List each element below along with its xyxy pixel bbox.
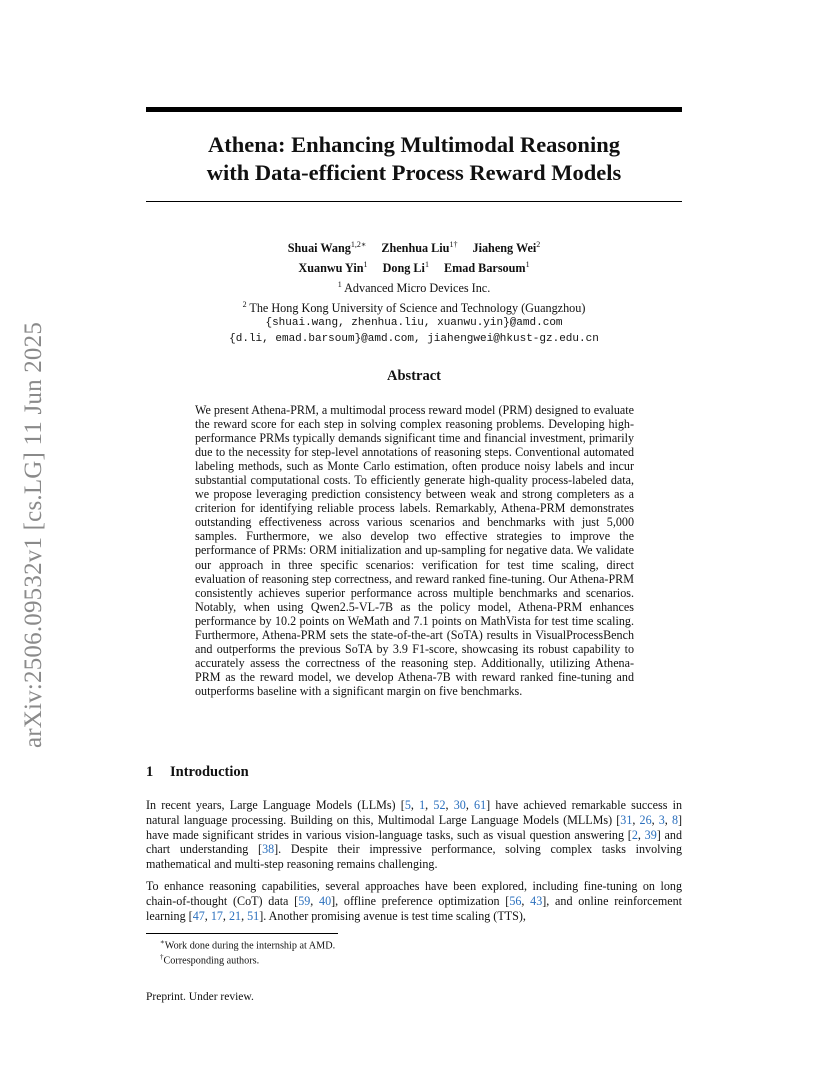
- affiliation-1: [146, 277, 682, 297]
- paragraph-text: ], offline preference optimization [: [331, 893, 510, 908]
- author-sup: 1: [424, 259, 429, 269]
- intro-paragraph-2: [146, 879, 682, 923]
- title-line-1: Athena: Enhancing Multimodal Reasoning: [208, 132, 620, 157]
- paragraph-text: ,: [664, 812, 672, 827]
- author-line-1: [146, 237, 682, 257]
- paragraph-text: ], and online reinforcement learning [: [146, 893, 683, 923]
- paragraph-text: ,: [241, 908, 248, 923]
- author-sup: 1: [525, 259, 530, 269]
- preprint-note: Preprint. Under review.: [146, 991, 254, 1003]
- paragraph-text: ]. Another promising avenue is test time scaling (TTS),: [259, 908, 526, 923]
- section-heading: [146, 764, 249, 781]
- email-line-2: {d.li, emad.barsoum}@amd.com, jiahengwei@hkust-gz.edu.cn: [229, 333, 599, 346]
- paragraph-text: ] and chart understanding [: [146, 827, 683, 857]
- paragraph-text: ,: [222, 908, 229, 923]
- citation-link[interactable]: 61: [474, 798, 487, 812]
- paragraph-text: ,: [637, 827, 645, 842]
- author-name: Shuai Wang: [287, 241, 351, 256]
- citation-link[interactable]: 51: [247, 908, 260, 923]
- paragraph-text: ,: [204, 908, 211, 923]
- paragraph-text: To enhance reasoning capabilities, several approaches have been explored, including fine-tuning on long chain-of-thought (CoT) data [: [146, 879, 682, 908]
- paragraph-text: ] have made significant strides in various vision-language tasks, such as visual question answering [: [146, 812, 683, 842]
- footnote-mark: †: [160, 953, 164, 961]
- paragraph-text: ,: [651, 812, 659, 827]
- title-top-rule: [146, 107, 682, 112]
- author-name: Xuanwu Yin: [298, 260, 364, 275]
- author-sup: 1: [363, 259, 368, 269]
- abstract-text: We present Athena-PRM, a multimodal process reward model (PRM) designed to evaluate the reward score for each step in solving complex reasoning problems. Developing high-performance PRMs typically demands significant time and financial investment, primarily due to the necessity for step-level annotations of reasoning steps. Conventional automated labeling methods, such as Monte Carlo estimation, often produce noisy labels and incur substantial computational costs. To efficiently generate high-quality process-labeled data, we propose leveraging prediction consistency between weak and strong completers as a criterion for identifying reliable process labels. Remarkably, Athena-PRM demonstrates outstanding effectiveness across various scenarios and benchmarks with just 5,000 samples. Furthermore, we also develop two effective strategies to improve the performance of PRMs: ORM initialization and up-sampling for negative data. We validate our approach in three specific scenarios: verification for test time scaling, direct evaluation of reasoning step correctness, and reward ranked fine-tuning. Our Athena-PRM consistently achieves superior performance across multiple benchmarks and scenarios. Notably, when using Qwen2.5-VL-7B as the policy model, Athena-PRM enhances performance by 10.2 points on WeMath and 7.1 points on MathVista for test time scaling. Furthermore, Athena-PRM sets the state-of-the-art (SoTA) results in VisualProcessBench and outperforms the previous SoTA by 3.9 F1-score, showcasing its robust capability to accurately assess the correctness of the reasoning step. Additionally, utilizing Athena-PRM as the reward model, we develop Athena-7B with reward ranked fine-tuning and outperforms baseline with a significant margin on five benchmarks.: [195, 403, 634, 698]
- citation-link[interactable]: 52: [433, 798, 446, 812]
- paragraph-text: ,: [632, 812, 640, 827]
- paragraph-text: ,: [445, 798, 454, 812]
- citation-link[interactable]: 21: [228, 908, 242, 923]
- author-name: Zhenhua Liu: [381, 241, 450, 256]
- footnote-text: Corresponding authors.: [163, 955, 260, 967]
- citation-link[interactable]: 2: [631, 827, 638, 842]
- footnote-rule: [146, 933, 338, 934]
- affiliation-sup: 1: [337, 279, 342, 289]
- footnote-1: [160, 936, 335, 952]
- paragraph-text: ]. Despite their impressive performance, solving complex tasks involving mathematical and multi-step reasoning remains challenging.: [146, 842, 683, 872]
- paragraph-text: ,: [521, 893, 531, 908]
- paragraph-text: ] have achieved remarkable success in natural language processing. Building on this, Multimodal Large Language Models (MLLMs) [: [146, 798, 683, 827]
- author-sup: 1†: [449, 240, 458, 249]
- citation-link[interactable]: 56: [509, 893, 522, 908]
- paper-title: [146, 131, 682, 187]
- affiliation-text: Advanced Micro Devices Inc.: [344, 280, 491, 295]
- citation-link[interactable]: 43: [530, 893, 543, 908]
- footnote-text: Work done during the internship at AMD.: [164, 940, 336, 952]
- citation-link[interactable]: 26: [639, 812, 652, 827]
- footnote-2: [160, 951, 259, 967]
- citation-link[interactable]: 38: [262, 842, 275, 857]
- author-block: [146, 237, 682, 348]
- author-name: Emad Barsoum: [443, 260, 526, 275]
- paragraph-text: ,: [465, 798, 475, 812]
- paragraph-text: ,: [310, 893, 320, 908]
- citation-link[interactable]: 39: [644, 827, 657, 842]
- paragraph-text: ,: [410, 798, 420, 812]
- citation-link[interactable]: 1: [419, 798, 426, 812]
- arxiv-id-text: arXiv:2506.09532v1 [cs.LG] 11 Jun 2025: [20, 321, 47, 749]
- author-name: Dong Li: [382, 260, 425, 275]
- citation-link[interactable]: 8: [671, 812, 678, 827]
- author-line-2: [146, 257, 682, 277]
- section-title: Introduction: [170, 764, 249, 780]
- author-name: Jiaheng Wei: [472, 241, 537, 256]
- citation-link[interactable]: 5: [404, 798, 411, 812]
- citation-link[interactable]: 40: [319, 893, 332, 908]
- affiliation-2: [146, 297, 682, 317]
- citation-link[interactable]: 47: [192, 908, 205, 923]
- paragraph-text: In recent years, Large Language Models (LLMs) [: [146, 798, 405, 812]
- section-number: 1: [146, 764, 154, 780]
- citation-link[interactable]: 17: [210, 908, 223, 923]
- title-bottom-rule: [146, 201, 682, 202]
- abstract-heading: Abstract: [387, 368, 441, 384]
- citation-link[interactable]: 31: [620, 812, 633, 827]
- affiliation-text: The Hong Kong University of Science and Technology (Guangzhou): [249, 300, 586, 315]
- affiliation-sup: 2: [242, 299, 247, 309]
- citation-link[interactable]: 59: [298, 893, 311, 908]
- author-sup: 1,2∗: [350, 240, 367, 249]
- footnote-mark: ∗: [160, 938, 165, 946]
- author-sup: 2: [536, 240, 541, 249]
- arxiv-identifier: [14, 300, 54, 770]
- email-line-1: {shuai.wang, zhenhua.liu, xuanwu.yin}@amd.com: [265, 317, 563, 330]
- title-line-2: with Data-efficient Process Reward Models: [206, 160, 622, 185]
- paragraph-text: ,: [425, 798, 434, 812]
- citation-link[interactable]: 3: [658, 812, 665, 827]
- intro-paragraph-1: [146, 798, 682, 872]
- citation-link[interactable]: 30: [453, 798, 466, 812]
